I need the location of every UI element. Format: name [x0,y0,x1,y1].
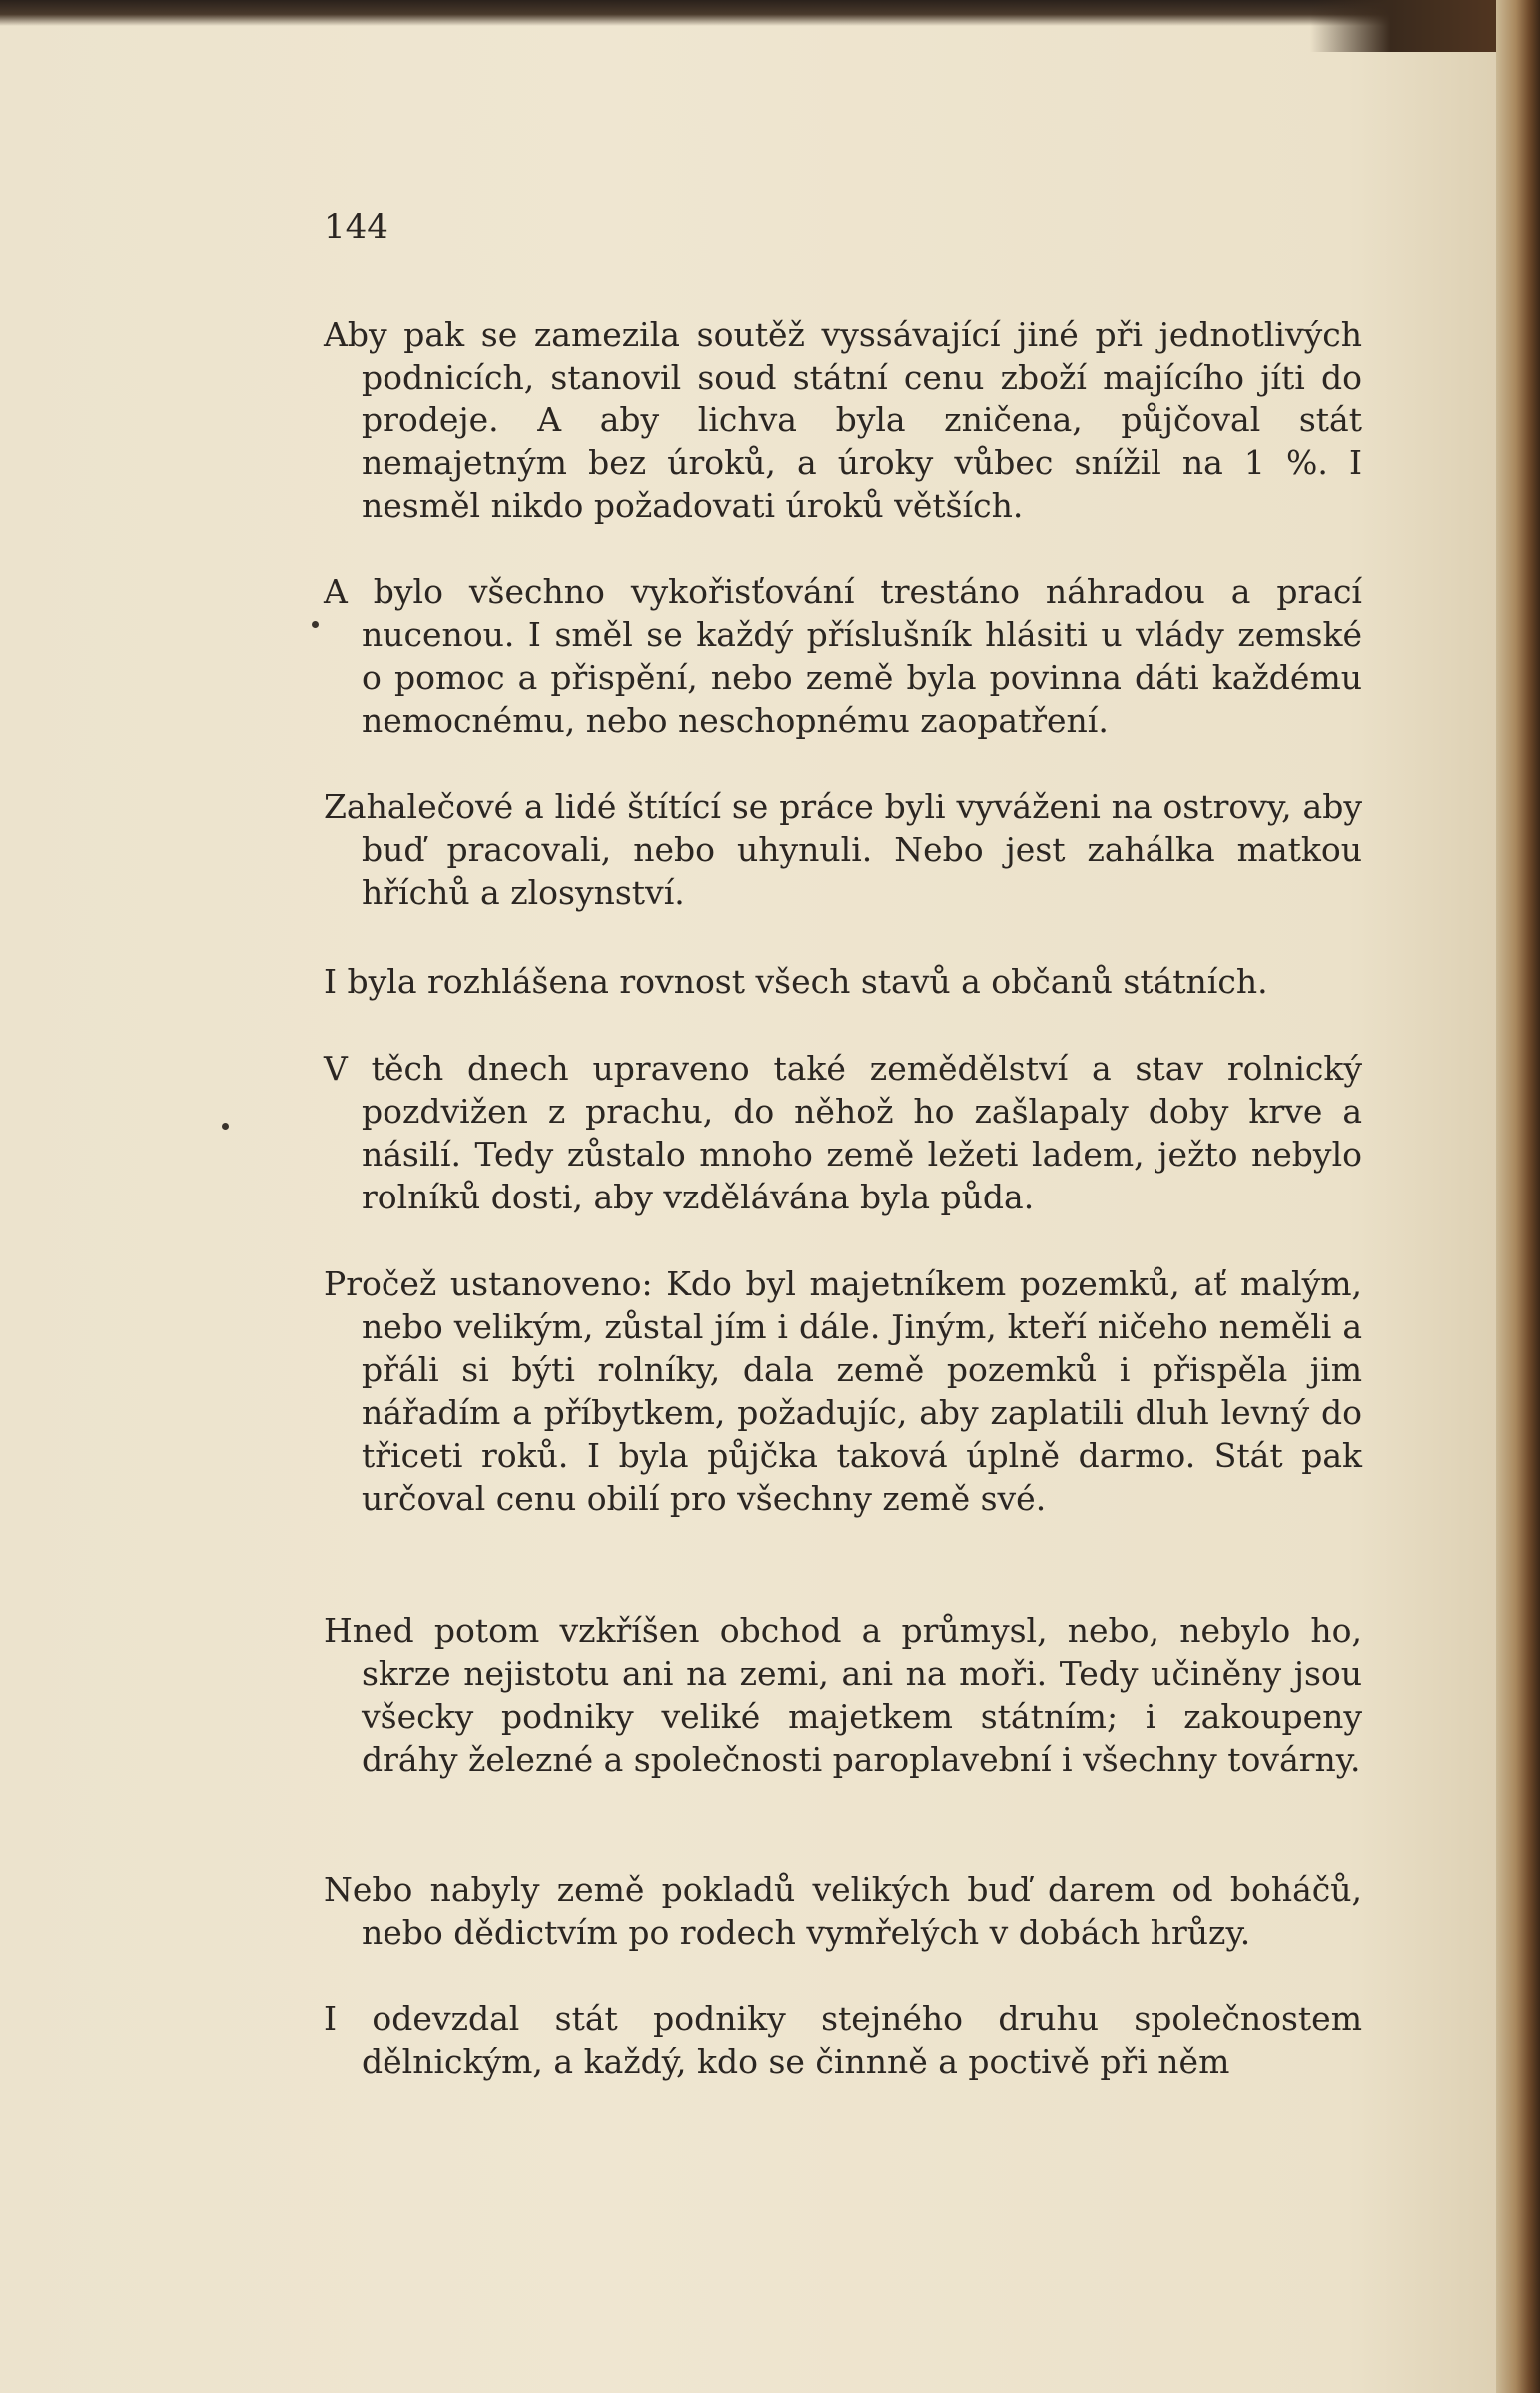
book-binding-gutter [1496,0,1540,2393]
paragraph-9: I odevzdal stát podniky stejného druhu společnostem dělnickým, a každý, kdo se činnně a poctivě při něm [324,1999,1362,2081]
paragraph-8: Nebo nabyly země pokladů velikých buď darem od boháčů, nebo dědictvím po rodech vymřelých v dobách hrůzy. [324,1870,1362,1952]
page-number: 144 [324,207,388,247]
ink-speck [222,1123,229,1130]
page-top-edge-shadow [0,0,1540,26]
paragraph-4: I byla rozhlášena rovnost všech stavů a občanů státních. [324,962,1268,1001]
ink-speck [312,621,319,628]
paragraph-2: A bylo všechno vykořisťování trestáno náhradou a prací nucenou. I směl se každý příslušník hlásiti u vlády zemské o pomoc a přispění, nebo země byla povinna dáti každému nemocnému, nebo neschopnému zaopatření. [324,572,1362,740]
paragraph-1: Aby pak se zamezila soutěž vyssávající jiné při jednotlivých podnicích, stanovil soud státní cenu zboží majícího jíti do prodeje. A aby lichva byla zničena, půjčoval stát nemajetným bez úroků, a úroky vůbec snížil na 1 %. I nesměl nikdo požadovati úroků větších. [324,315,1362,525]
paragraph-5: V těch dnech upraveno také zemědělství a stav rolnický pozdvižen z prachu, do něhož ho zašlapaly doby krve a násilí. Tedy zůstalo mnoho země ležeti ladem, ježto nebylo rolníků dosti, aby vzdělávána byla půda. [324,1049,1362,1216]
paragraph-6: Pročež ustanoveno: Kdo byl majetníkem pozemků, ať malým, nebo velikým, zůstal jím i dále. Jiným, kteří ničeho neměli a přáli si býti rolníky, dala země pozemků i přispěla jim nářadím a příbytkem, požadujíc, aby zaplatili dluh levný do třiceti roků. I byla půjčka taková úplně darmo. Stát pak určoval cenu obilí pro všechny země své. [324,1264,1362,1518]
paragraph-3: Zahalečové a lidé štítící se práce byli vyváženi na ostrovy, aby buď pracovali, nebo uhynuli. Nebo jest zahálka matkou hříchů a zlosynství. [324,787,1362,912]
paragraph-7: Hned potom vzkříšen obchod a průmysl, nebo, nebylo ho, skrze nejistotu ani na zemi, ani na moři. Tedy učiněny jsou všecky podniky veliké majetkem státním; i zakoupeny dráhy železné a společnosti paroplavební i všechny továrny. [324,1611,1362,1779]
